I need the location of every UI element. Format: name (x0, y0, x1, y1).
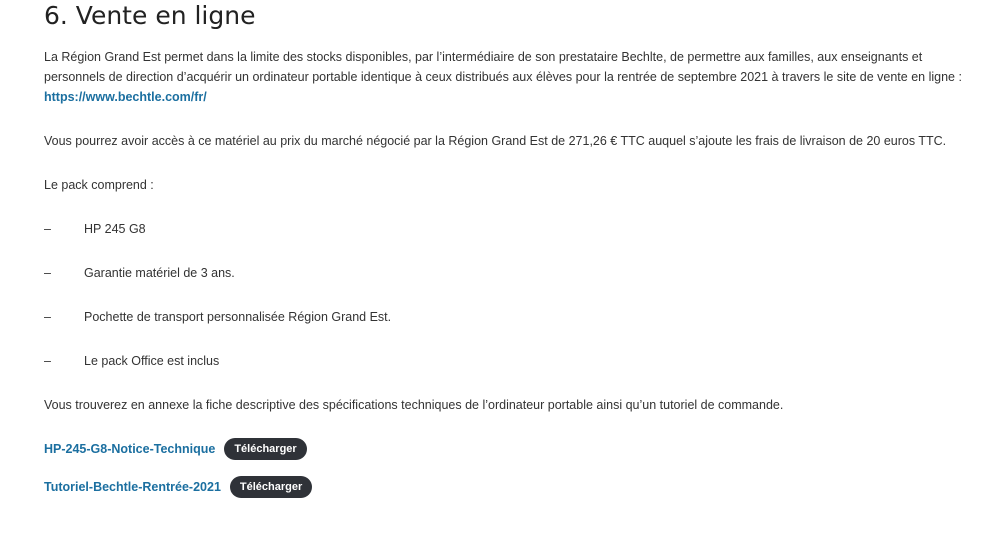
bechtle-link[interactable]: https://www.bechtle.com/fr/ (44, 90, 207, 104)
download-button[interactable]: Télécharger (230, 476, 312, 498)
intro-text: La Région Grand Est permet dans la limite des stocks disponibles, par l’intermédiaire de son prestataire Bechlte, de permettre aux familles, aux enseignants et personnels de direction d’acquérir un ordinateur portable identique à ceux distribués aux élèves pour la rentrée de septembre 2021 à travers le site de vente en ligne : (44, 50, 962, 84)
file-link-tutoriel[interactable]: Tutoriel-Bechtle-Rentrée-2021 (44, 480, 221, 494)
list-item-text: Garantie matériel de 3 ans. (84, 266, 235, 280)
list-dash: – (44, 354, 51, 368)
list-dash: – (44, 222, 51, 236)
pack-heading: Le pack comprend : (44, 178, 154, 192)
list-item-text: HP 245 G8 (84, 222, 146, 236)
file-link-notice[interactable]: HP-245-G8-Notice-Technique (44, 442, 216, 456)
section-title: 6. Vente en ligne (44, 1, 256, 30)
download-button[interactable]: Télécharger (224, 438, 306, 460)
list-dash: – (44, 310, 51, 324)
annex-paragraph: Vous trouverez en annexe la fiche descriptive des spécifications techniques de l’ordinateur portable ainsi qu’un tutoriel de commande. (44, 398, 784, 412)
list-item-text: Le pack Office est inclus (84, 354, 220, 368)
price-paragraph: Vous pourrez avoir accès à ce matériel au prix du marché négocié par la Région Grand Est de 271,26 € TTC auquel s’ajoute les frais de livraison de 20 euros TTC. (44, 134, 947, 148)
download-row (44, 475, 312, 499)
download-row (44, 437, 307, 461)
list-item-text: Pochette de transport personnalisée Région Grand Est. (84, 310, 392, 324)
intro-paragraph (44, 47, 984, 107)
list-dash: – (44, 266, 51, 280)
